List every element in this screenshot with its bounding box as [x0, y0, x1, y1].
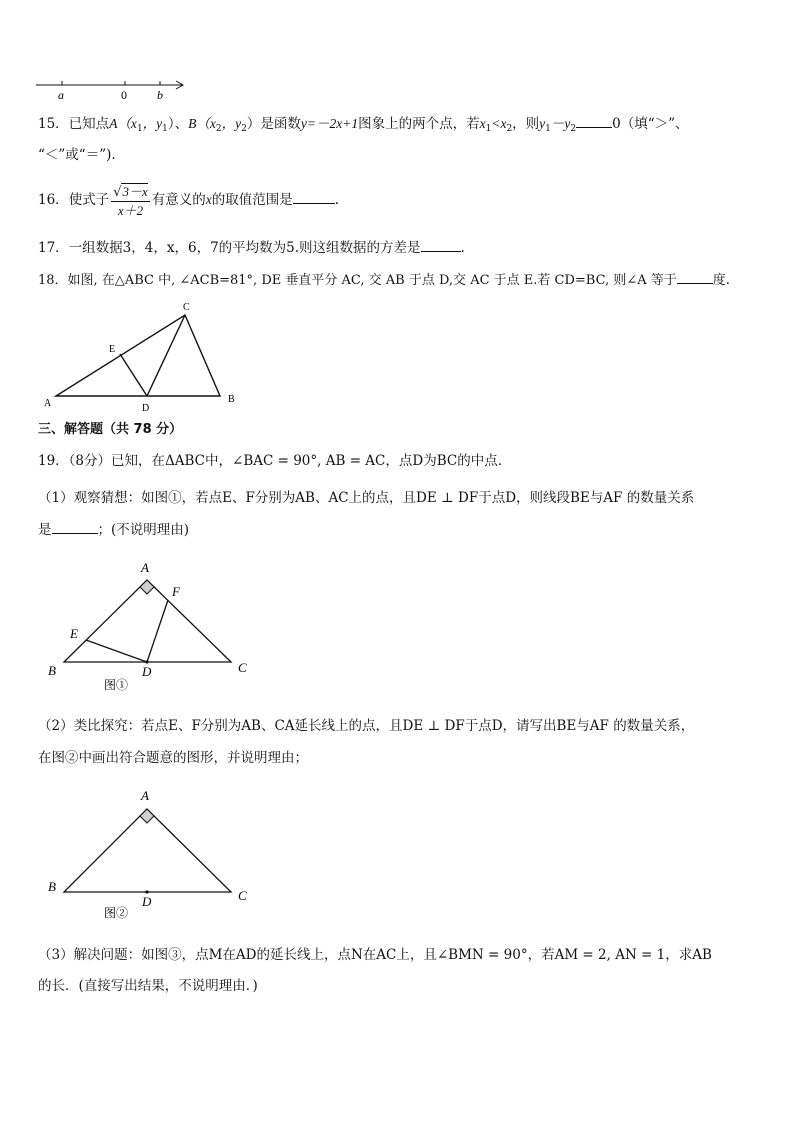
- question-16: 16．使式子 $\frac{√3-x}{x+2}$ 有意义的x的取值范围是 .: [38, 183, 340, 218]
- fig1-label-E: E: [70, 626, 78, 641]
- question-19-intro: 19．（8分）已知，在ΔABC中，∠BAC = 90°, AB = AC，点D为BC的中点．: [38, 453, 512, 469]
- fig1-caption: 图①: [104, 678, 129, 692]
- fig18-label-E: E: [109, 344, 116, 355]
- fig1-label-B: B: [48, 663, 56, 678]
- question-17: 17．一组数据3，4，x，6，7的平均数为5.则这组数据的方差是 .: [38, 240, 465, 256]
- section-heading-3: 三、解答题（共 78 分）: [38, 422, 183, 437]
- fig18-label-A: A: [44, 398, 52, 409]
- fig1-label-C: C: [238, 660, 247, 675]
- question-19-part1-line2: 是 ；(不说明理由): [38, 522, 190, 538]
- question-19-part3-line1: （3）解决问题：如图③，点M在AD的延长线上，点N在AC上，且∠BMN = 90°，若AM = 2, AN = 1，求AB: [38, 947, 712, 963]
- fig18-label-D: D: [142, 403, 150, 414]
- fraction-expression: $\frac{√3-x}{x+2}$: [113, 183, 148, 218]
- question-19-part2-line2: 在图②中画出符合题意的图形，并说明理由；: [38, 750, 308, 766]
- question-15-line1: 15．已知点$A(x_1$，$y_1$）、$B(x_2$，$y_2$）是函数y=－2x+1图象上的两个点，若$x_1<x_2$，则$y_1-y_2$ 0（填“＞”、: [38, 116, 689, 134]
- fig2-caption: 图②: [104, 906, 129, 920]
- answer-blank-17[interactable]: [421, 238, 461, 252]
- question-19-part3-line2: 的长．(直接写出结果，不说明理由．): [38, 978, 258, 994]
- fig18-label-B: B: [228, 394, 235, 405]
- label-zero: 0: [121, 88, 127, 102]
- fig2-label-B: B: [48, 879, 56, 894]
- fig18-label-C: C: [183, 302, 190, 313]
- question-15-line2: “＜”或“＝”).: [38, 147, 116, 163]
- figure-1: [40, 556, 265, 696]
- label-b: b: [157, 88, 163, 102]
- answer-blank-16[interactable]: [293, 190, 335, 204]
- answer-blank-19[interactable]: [52, 520, 98, 534]
- question-19-part1-line1: （1）观察猜想：如图①，若点E、F分别为AB、AC上的点，且DE ⊥ DF于点D，则线段BE与AF 的数量关系: [38, 490, 695, 506]
- fig2-label-C: C: [238, 888, 247, 903]
- fig2-label-A: A: [141, 788, 149, 803]
- question-19-part2-line1: （2）类比探究：若点E、F分别为AB、CA延长线上的点，且DE ⊥ DF于点D，请写出BE与AF 的数量关系，: [38, 718, 695, 734]
- figure-18: [38, 298, 248, 416]
- fig1-label-F: F: [172, 584, 180, 599]
- answer-blank-15[interactable]: [576, 114, 612, 128]
- label-a: a: [58, 88, 64, 102]
- number-line-figure: [30, 76, 190, 104]
- fig1-label-A: A: [141, 560, 149, 575]
- fig1-label-D: D: [142, 664, 152, 679]
- fig2-label-D: D: [142, 894, 152, 909]
- figure-2: [40, 782, 265, 922]
- question-18: 18．如图, 在△ABC 中, ∠ACB=81°, DE 垂直平分 AC, 交 AB 于点 D,交 AC 于点 E.若 CD=BC, 则∠A 等于 度.: [38, 270, 730, 290]
- answer-blank-18[interactable]: [677, 270, 713, 284]
